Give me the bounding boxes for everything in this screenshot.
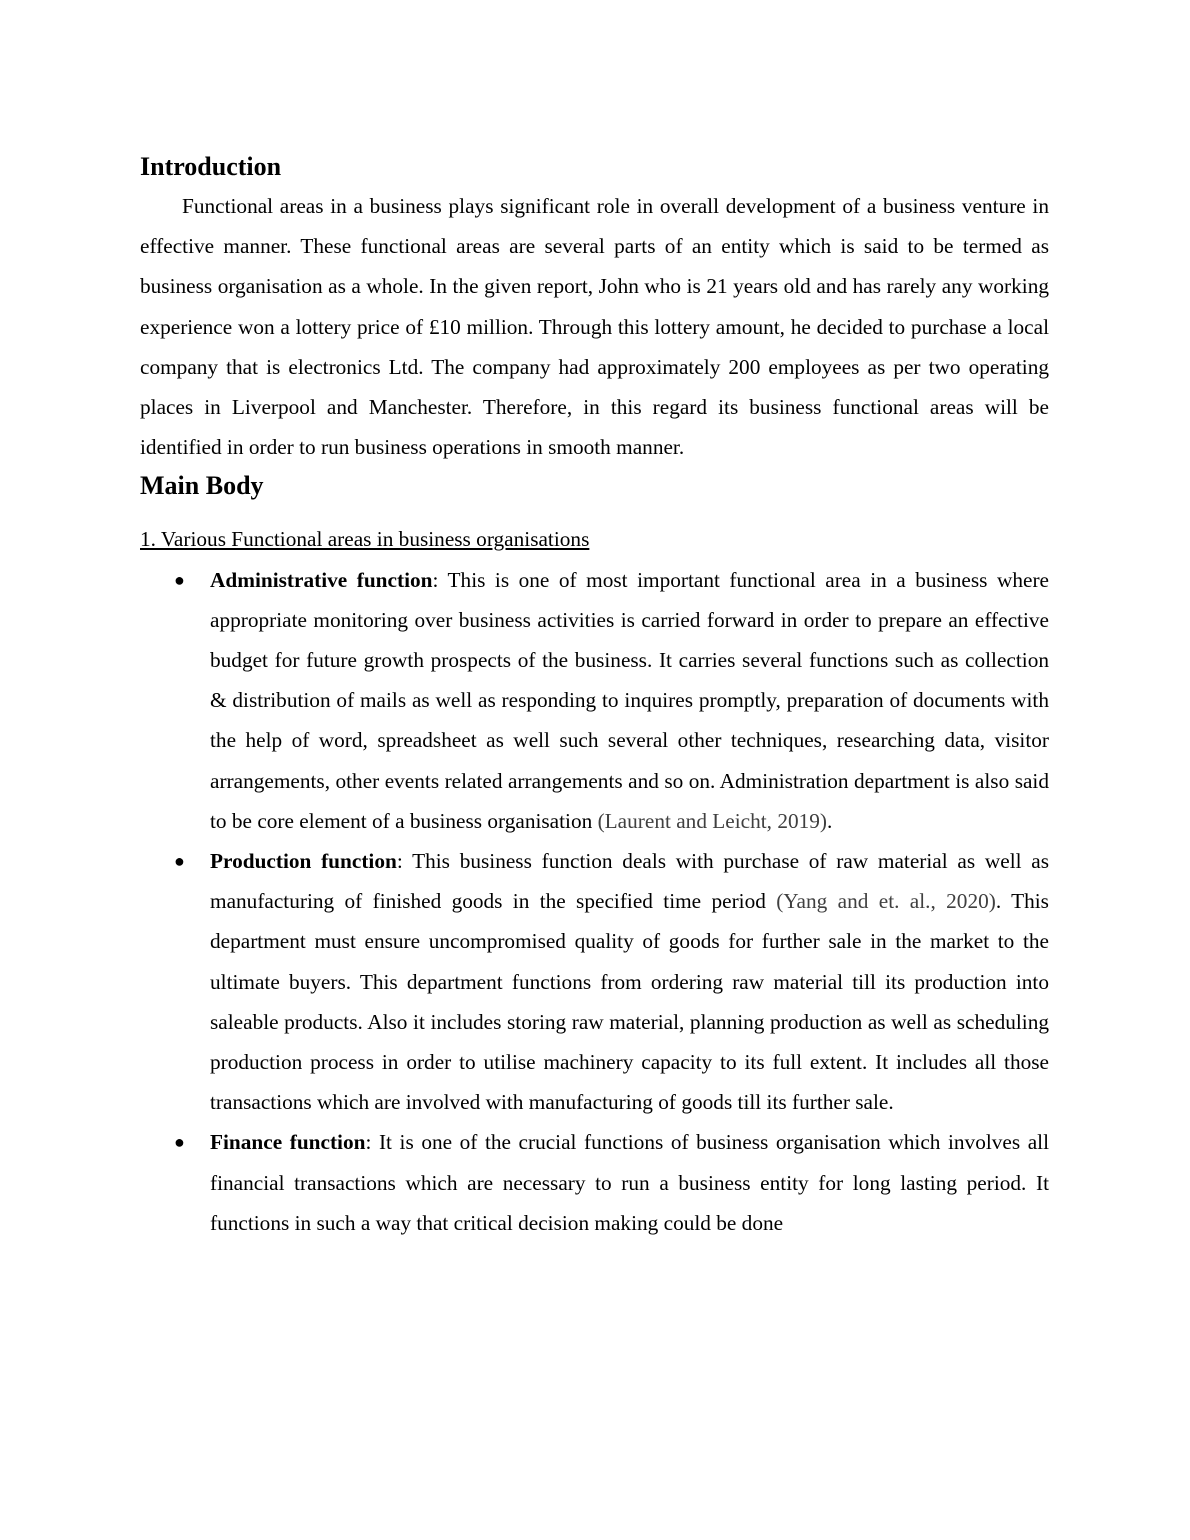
citation: (Yang and et. al., 2020)	[776, 889, 996, 914]
list-item-production	[140, 841, 1049, 1122]
introduction-heading: Introduction	[140, 152, 282, 181]
list-item-finance	[140, 1122, 1049, 1243]
list-item-administrative	[140, 560, 1049, 841]
list-item-text: : This is one of most important functional area in a business where appropriate monitoring over business activities is carried forward in order to prepare an effective budget for future growth prospects of the business. It carries several functions such as collection & distribution of mails as well as responding to inquires promptly, preparation of documents with the help of word, spreadsheet as well such several other techniques, researching data, visitor arrangements, other events related arrangements and so on. Administration department is also said to be core element of a business organisation	[210, 567, 1049, 833]
bullet-icon: ●	[174, 1132, 185, 1153]
citation: (Laurent and Leicht, 2019)	[597, 808, 828, 833]
list-item-text-after: .	[827, 808, 833, 833]
introduction-paragraph: Functional areas in a business plays significant role in overall development of a business venture in effective manner. These functional areas are several parts of an entity which is said to be termed as business organisation as a whole. In the given report, John who is 21 years old and has rarely any working experience won a lottery price of £10 million. Through this lottery amount, he decided to purchase a local company that is electronics Ltd. The company had approximately 200 employees as per two operating places in Liverpool and Manchester. Therefore, in this regard its business functional areas will be identified in order to run business operations in smooth manner.	[140, 194, 1049, 460]
list-item-term: Production function	[210, 849, 397, 874]
list-item-term: Finance function	[210, 1130, 366, 1155]
list-item-term: Administrative function	[210, 567, 433, 592]
document-page	[140, 148, 1049, 1243]
section-subheading: 1. Various Functional areas in business organisations	[140, 527, 590, 552]
main-body-heading: Main Body	[140, 471, 264, 501]
functional-areas-list	[140, 560, 1049, 1243]
list-item-text: : This business function deals with purchase of raw material as well as manufacturing of finished goods in the specified time period	[210, 849, 1049, 914]
bullet-icon: ●	[174, 851, 185, 872]
bullet-icon: ●	[174, 569, 185, 590]
list-item-text-after: . This department must ensure uncompromised quality of goods for further sale in the market to the ultimate buyers. This department functions from ordering raw material till its production into saleable products. Also it includes storing raw material, planning production as well as scheduling production process in order to utilise machinery capacity to its full extent. It includes all those transactions which are involved with manufacturing of goods till its further sale.	[210, 889, 1049, 1115]
list-item-text: : It is one of the crucial functions of business organisation which involves all financial transactions which are necessary to run a business entity for long lasting period. It functions in such a way that critical decision making could be done	[210, 1130, 1050, 1235]
